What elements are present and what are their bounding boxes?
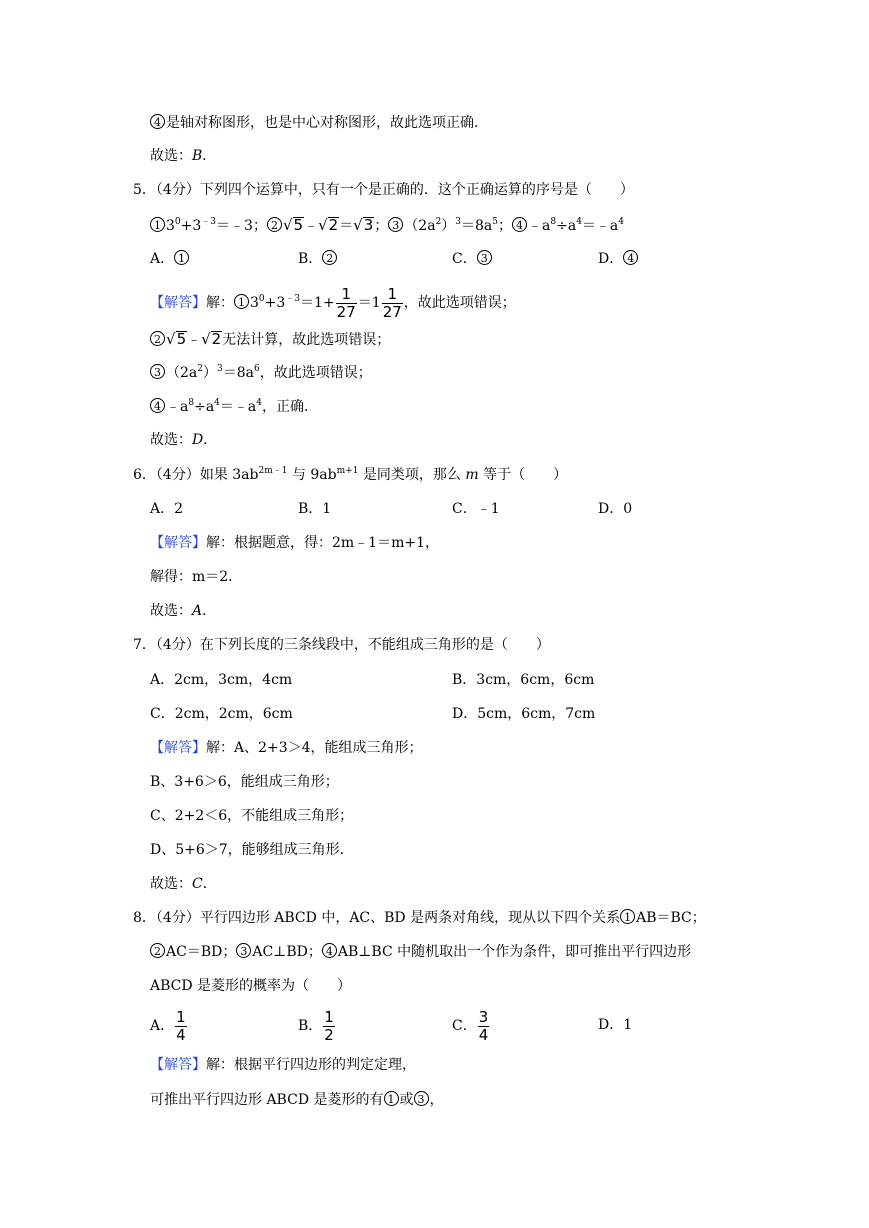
q8-option-c: C． $\frac{3}{4}$ (452, 1007, 489, 1044)
q5-solution-1: 【解答】解： 1 $3^0+3^{﹣3}=1+$ $\frac{1}{27}$ ＝1 $\frac{1}{27}$ ，故此选项错误； (150, 284, 516, 321)
q6-option-a: A．2 (150, 501, 184, 517)
fraction: $\frac{1}{27}$ (382, 284, 402, 321)
analysis-tag: 【解答】 (150, 535, 206, 551)
q5-option-b: B． 2 (298, 250, 338, 268)
q7-answer: 故选：C． (150, 876, 217, 892)
prev-item-4: 4 是轴对称图形，也是中心对称图形，故此选项正确． (150, 114, 488, 132)
q8-solution-1: 【解答】解：根据平行四边形的判定定理， (150, 1057, 416, 1073)
q6-answer: 故选：A． (150, 603, 217, 619)
q7-solution-4: D、5+6＞7，能够组成三角形． (150, 842, 354, 858)
q6-option-b: B．1 (298, 501, 332, 517)
q6-stem: 6．（4分）如果 $3ab^{2m﹣1}$ 与 $9ab^{m+1}$ 是同类项，那么 m 等于（ ） (133, 466, 568, 483)
q8-stem-3: ABCD 是菱形的概率为（ ） (150, 978, 352, 994)
q8-option-a: A． $\frac{1}{4}$ (150, 1007, 186, 1044)
analysis-tag: 【解答】 (150, 1057, 206, 1073)
analysis-tag: 【解答】 (150, 740, 206, 756)
q7-option-d: D．5cm，6cm，7cm (452, 706, 596, 722)
q5-answer: 故选：D． (150, 432, 218, 448)
q7-option-b: B．3cm，6cm，6cm (452, 672, 595, 688)
q8-number: 8．（4分） (133, 910, 200, 926)
circled-2: 2 (267, 217, 282, 232)
analysis-tag: 【解答】 (150, 295, 206, 311)
q5-solution-4: 4 $﹣a^8\div a^4=﹣a^4$，正确． (150, 398, 318, 416)
q7-solution-3: C、2+2＜6，不能组成三角形； (150, 808, 354, 824)
q8-stem-1: 8．（4分）平行四边形 ABCD 中，AC、BD 是两条对角线，现从以下四个关系 1 AB＝BC； (133, 910, 706, 926)
circled-1: 1 (150, 217, 165, 232)
fraction: $\frac{1}{27}$ (336, 284, 356, 321)
q5-stem: 5．（4分）下列四个运算中，只有一个是正确的．这个正确运算的序号是（ ） (133, 182, 634, 198)
q6-solution-2: 解得：m＝2． (150, 569, 243, 585)
q5-option-d: D． 4 (598, 250, 639, 268)
q6-number: 6．（4分） (133, 467, 200, 483)
q8-option-d: D．1 (598, 1017, 633, 1033)
q5-expressions: 1 $3^0+3^{﹣3}=﹣3$； 2 √5﹣√2＝√3； 3 $(2a^2)^3=8a^5$； 4 $﹣a^8\div a^4=﹣a^4$ (150, 214, 624, 237)
q6-option-d: D．0 (598, 501, 633, 517)
prev-answer: 故选：B． (150, 148, 217, 164)
q5-solution-3: 3 $(2a^2)^3=8a^6$，故此选项错误； (150, 364, 372, 382)
q7-option-a: A．2cm，3cm，4cm (150, 672, 293, 688)
q6-solution-1: 【解答】解：根据题意，得：2m﹣1＝m+1， (150, 535, 440, 551)
q5-number: 5．（4分） (133, 182, 200, 198)
q6-option-c: C．﹣1 (452, 501, 500, 517)
q5-solution-2: 2 √5﹣√2无法计算，故此选项错误； (150, 328, 390, 351)
q8-option-b: B． $\frac{1}{2}$ (298, 1007, 334, 1044)
circled-3: 3 (388, 217, 403, 232)
q5-option-c: C． 3 (452, 250, 493, 268)
q7-solution-1: 【解答】解：A、2+3＞4，能组成三角形； (150, 740, 423, 756)
q7-option-c: C．2cm，2cm，6cm (150, 706, 293, 722)
q7-number: 7．（4分） (133, 637, 200, 653)
q8-stem-2: 2 AC＝BD； 3 AC⊥BD； 4 AB⊥BC 中随机取出一个作为条件，即可推出平行四边形 (150, 943, 691, 961)
q5-option-a: A． 1 (150, 250, 190, 268)
circled-4: 4 (512, 217, 527, 232)
q7-solution-2: B、3+6＞6，能组成三角形； (150, 774, 339, 790)
circled-4: 4 (150, 114, 165, 129)
q7-stem: 7．（4分）在下列长度的三条线段中，不能组成三角形的是（ ） (133, 637, 550, 653)
q8-solution-2: 可推出平行四边形 ABCD 是菱形的有 1 或 3 ， (150, 1092, 444, 1108)
